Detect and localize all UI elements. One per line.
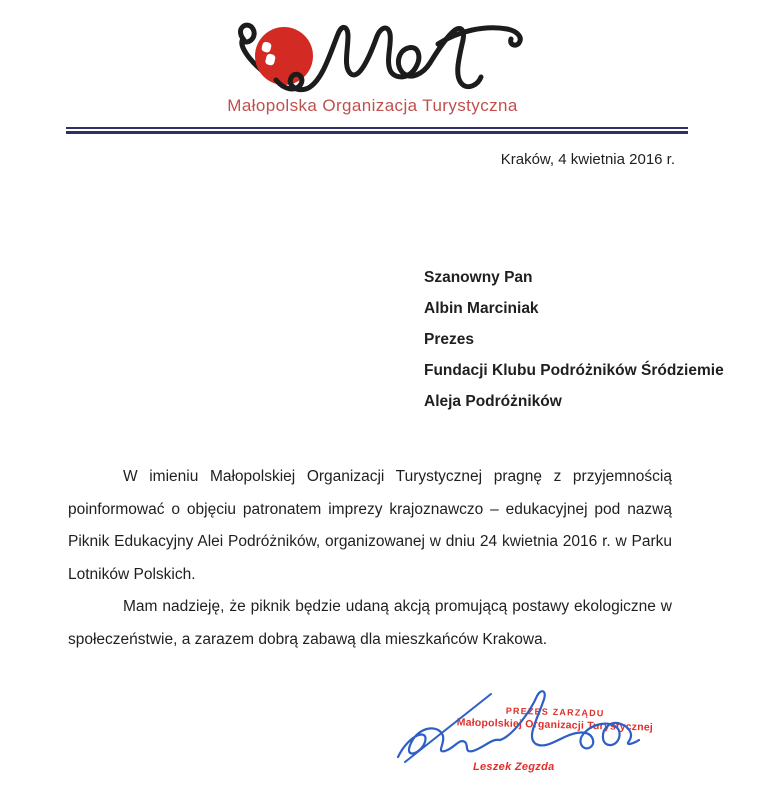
recipient-salutation: Szanowny Pan <box>424 269 533 286</box>
mot-logo-icon <box>226 14 536 96</box>
recipient-address: Aleja Podróżników <box>424 393 562 410</box>
body-paragraph-2: Mam nadzieję, że piknik będzie udaną akcją promującą postawy ekologiczne w społeczeństwie, a zarazem dobrą zabawą dla mieszkańców Krakowa. <box>68 598 672 648</box>
stamp-title: PREZES ZARZĄDU <box>505 705 605 719</box>
date-line: Kraków, 4 kwietnia 2016 r. <box>500 151 675 168</box>
signature-block <box>395 680 715 798</box>
letter-body <box>68 461 672 657</box>
org-name: Małopolska Organizacja Turystyczna <box>227 96 518 115</box>
stamp-organization: Małopolskiej Organizacji Turystycznej <box>456 716 654 734</box>
recipient-title: Prezes <box>424 331 474 348</box>
recipient-name: Albin Marciniak <box>424 300 539 317</box>
body-paragraph-1: W imieniu Małopolskiej Organizacji Turystycznej pragnę z przyjemnością poinformować o objęciu patronatem imprezy krajoznawczo – edukacyjnej pod nazwą Piknik Edukacyjny Alei Podróżników, organizowanej w dniu 24 kwietnia 2016 r. w Parku Lotników Polskich. <box>68 468 672 583</box>
logo-text <box>536 14 537 15</box>
letterhead-divider <box>66 127 688 134</box>
recipient-organization: Fundacji Klubu Podróżników Śródziemie <box>424 362 724 379</box>
handwritten-signature-icon <box>395 680 715 798</box>
letterhead <box>0 14 761 101</box>
recipient-block <box>424 262 724 417</box>
signer-name: Leszek Zegzda <box>473 761 555 773</box>
